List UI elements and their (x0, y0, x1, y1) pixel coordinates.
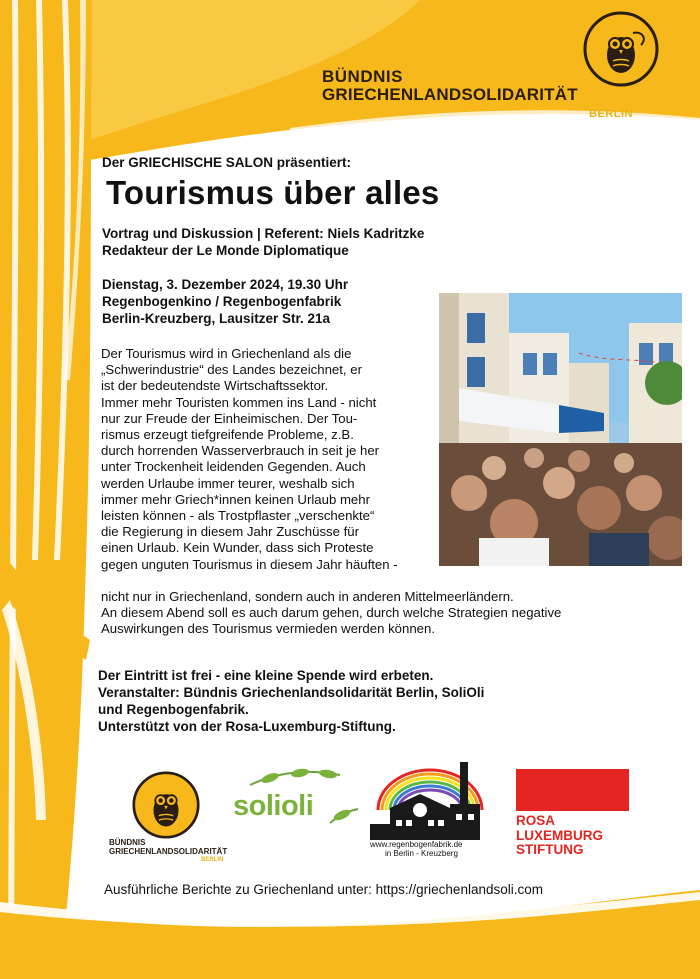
regenbogenfabrik-url: www.regenbogenfabrik.de (370, 840, 463, 849)
presenter-intro: Der GRIECHISCHE SALON präsentiert: (102, 155, 352, 170)
body-line: die Regierung in diesem Jahr Zuschüsse für (101, 524, 360, 540)
event-venue: Regenbogenkino / Regenbogenfabrik (102, 294, 342, 309)
event-info (98, 667, 484, 735)
sponsor-brand-line2: GRIECHENLANDSOLIDARITÄT (109, 847, 228, 856)
body-line: Auswirkungen des Tourismus vermieden werden können. (101, 621, 436, 637)
subtitle-block (102, 225, 424, 259)
organizer-line: Veranstalter: Bündnis Griechenlandsolidarität Berlin, SoliOli (98, 685, 485, 700)
body-line: immer mehr Griech*innen keinen Urlaub mehr (101, 491, 370, 507)
subtitle-line: Redakteur der Le Monde Diplomatique (102, 243, 349, 258)
body-line: Immer mehr Touristen kommen ins Land - nicht (101, 394, 377, 410)
sponsor-brand-line1: BÜNDNIS (109, 838, 146, 847)
body-line: gegen unguten Tourismus in diesem Jahr häuften - (101, 556, 398, 572)
event-date: Dienstag, 3. Dezember 2024, 19.30 Uhr (102, 277, 349, 292)
article-body-narrow (101, 346, 441, 573)
body-line: nur zur Freude der Einheimischen. Der Tou- (101, 410, 358, 426)
rosa-line: ROSA (516, 813, 556, 828)
brand-name-line1: BÜNDNIS (322, 67, 403, 86)
crowded-street-photo (439, 293, 682, 566)
sponsor-brand-city: BERLIN (201, 857, 224, 863)
regenbogenfabrik-city: in Berlin - Kreuzberg (385, 849, 458, 858)
owl-coin-logo-icon (583, 11, 659, 87)
body-line: An diesem Abend soll es auch darum gehen, durch welche Strategien negative (101, 605, 562, 621)
rosa-luxemburg-logo-block (516, 769, 629, 811)
body-line: unter Trockenheit leidenden Gegenden. Auch (101, 459, 366, 475)
rosa-luxemburg-logo-text (516, 814, 603, 858)
brand-name-city: BERLIN (589, 108, 633, 120)
solioli-logo-text: solioli (233, 790, 314, 822)
rainbow-factory-icon (370, 758, 488, 840)
event-address: Berlin-Kreuzberg, Lausitzer Str. 21a (102, 311, 331, 326)
organizer-line: und Regenbogenfabrik. (98, 702, 249, 717)
body-line: werden Urlaube immer teurer, weshalb sich (101, 475, 355, 491)
body-line: leisten können - als Trostpflaster „verschenkte“ (101, 508, 375, 524)
body-line: ist der bedeutendste Wirtschaftssektor. (101, 378, 329, 394)
body-line: einen Urlaub. Kein Wunder, dass sich Proteste (101, 540, 374, 556)
rosa-line: STIFTUNG (516, 842, 584, 857)
footer-link-text: Ausführliche Berichte zu Griechenland unter: https://griechenlandsoli.com (104, 882, 543, 897)
page-title: Tourismus über alles (106, 174, 440, 211)
subtitle-line: Vortrag und Diskussion | Referent: Niels Kadritzke (102, 226, 425, 241)
rosa-line: LUXEMBURG (516, 827, 603, 843)
body-line: „Schwerindustrie“ des Landes bezeichnet, er (101, 362, 362, 378)
brand-name-line2: GRIECHENLANDSOLIDARITÄT (322, 85, 578, 104)
event-details (102, 276, 348, 327)
body-line: rismus erzeugt tiefgreifende Probleme, z.B. (101, 427, 354, 443)
body-line: nicht nur in Griechenland, sondern auch in anderen Mittelmeerländern. (101, 589, 514, 604)
body-line: Der Tourismus wird in Griechenland als die (101, 346, 352, 361)
article-body-wide (101, 589, 641, 638)
supporter-line: Unterstützt von der Rosa-Luxemburg-Stiftung. (98, 719, 396, 734)
body-line: durch horrenden Wasserverbrauch in seit je her (101, 443, 380, 459)
owl-coin-sponsor-icon (130, 771, 202, 839)
admission-note: Der Eintritt ist frei - eine kleine Spende wird erbeten. (98, 668, 434, 683)
